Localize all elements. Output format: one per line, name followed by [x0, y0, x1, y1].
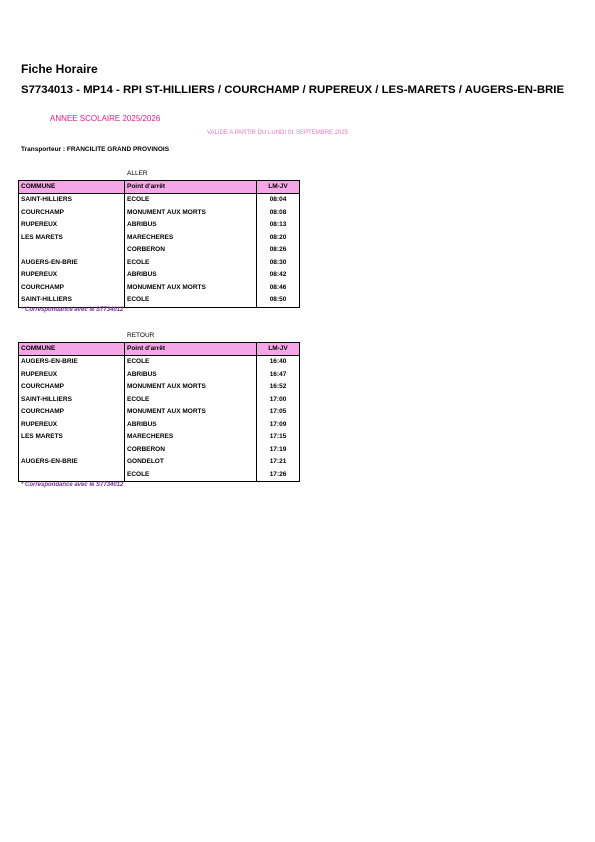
- stop-cell: ECOLE: [125, 469, 257, 482]
- time-cell: 17:26: [257, 469, 300, 482]
- retour-note: * Correspondance avec le S7734012: [21, 482, 124, 488]
- time-cell: 08:08: [257, 207, 300, 220]
- time-cell: 08:04: [257, 194, 300, 207]
- commune-cell: AUGERS-EN-BRIE: [19, 456, 125, 469]
- commune-cell: RUPEREUX: [19, 219, 125, 232]
- commune-cell: SAINT-HILLIERS: [19, 394, 125, 407]
- retour-table: [18, 342, 300, 482]
- commune-cell: RUPEREUX: [19, 369, 125, 382]
- stop-cell: ABRIBUS: [125, 419, 257, 432]
- commune-cell: [19, 469, 125, 482]
- stop-cell: CORBERON: [125, 444, 257, 457]
- stop-cell: MARECHERES: [125, 232, 257, 245]
- table-row: [19, 394, 300, 407]
- table-row: [19, 207, 300, 220]
- commune-cell: LES MARETS: [19, 431, 125, 444]
- commune-cell: AUGERS-EN-BRIE: [19, 257, 125, 270]
- stop-cell: ABRIBUS: [125, 219, 257, 232]
- commune-cell: SAINT-HILLIERS: [19, 294, 125, 307]
- stop-cell: ECOLE: [125, 194, 257, 207]
- aller-table: [18, 180, 300, 308]
- time-cell: 08:30: [257, 257, 300, 270]
- aller-note: * Correspondance avec le S7734012: [21, 307, 124, 313]
- commune-cell: AUGERS-EN-BRIE: [19, 356, 125, 369]
- time-cell: 08:26: [257, 244, 300, 257]
- stop-header: Point d'arrêt: [125, 181, 257, 194]
- commune-cell: RUPEREUX: [19, 419, 125, 432]
- line-title: S7734013 - MP14 - RPI ST-HILLIERS / COURCHAMP / RUPEREUX / LES-MARETS / AUGERS-EN-BRIE: [21, 84, 565, 96]
- table-row: [19, 257, 300, 270]
- commune-cell: LES MARETS: [19, 232, 125, 245]
- time-cell: 17:00: [257, 394, 300, 407]
- days-header: LM-JV: [257, 343, 300, 356]
- aller-label: ALLER: [127, 170, 148, 177]
- commune-cell: [19, 244, 125, 257]
- stop-cell: MONUMENT AUX MORTS: [125, 282, 257, 295]
- table-row: [19, 282, 300, 295]
- table-row: [19, 369, 300, 382]
- commune-cell: COURCHAMP: [19, 406, 125, 419]
- table-row: [19, 444, 300, 457]
- time-cell: 08:46: [257, 282, 300, 295]
- page-title: Fiche Horaire: [21, 62, 98, 76]
- commune-cell: COURCHAMP: [19, 381, 125, 394]
- commune-header: COMMUNE: [19, 343, 125, 356]
- stop-cell: ABRIBUS: [125, 369, 257, 382]
- table-row: [19, 406, 300, 419]
- school-year: ANNEE SCOLAIRE 2025/2026: [50, 114, 161, 123]
- retour-rows: [19, 356, 300, 482]
- table-row: [19, 244, 300, 257]
- stop-cell: MONUMENT AUX MORTS: [125, 207, 257, 220]
- stop-cell: ECOLE: [125, 257, 257, 270]
- time-cell: 16:40: [257, 356, 300, 369]
- days-header: LM-JV: [257, 181, 300, 194]
- time-cell: 16:52: [257, 381, 300, 394]
- time-cell: 08:20: [257, 232, 300, 245]
- table-row: [19, 431, 300, 444]
- table-row: [19, 232, 300, 245]
- table-row: [19, 356, 300, 369]
- time-cell: 08:42: [257, 269, 300, 282]
- table-row: [19, 219, 300, 232]
- stop-cell: CORBERON: [125, 244, 257, 257]
- table-row: [19, 419, 300, 432]
- time-cell: 08:50: [257, 294, 300, 307]
- time-cell: 17:21: [257, 456, 300, 469]
- stop-cell: ABRIBUS: [125, 269, 257, 282]
- stop-cell: MARECHERES: [125, 431, 257, 444]
- aller-rows: [19, 194, 300, 308]
- table-row: [19, 269, 300, 282]
- time-cell: 17:19: [257, 444, 300, 457]
- time-cell: 08:13: [257, 219, 300, 232]
- stop-cell: MONUMENT AUX MORTS: [125, 406, 257, 419]
- table-row: [19, 381, 300, 394]
- time-cell: 16:47: [257, 369, 300, 382]
- commune-cell: COURCHAMP: [19, 207, 125, 220]
- time-cell: 17:15: [257, 431, 300, 444]
- stop-cell: MONUMENT AUX MORTS: [125, 381, 257, 394]
- stop-cell: ECOLE: [125, 294, 257, 307]
- table-row: [19, 469, 300, 482]
- commune-cell: [19, 444, 125, 457]
- table-row: [19, 294, 300, 307]
- commune-cell: SAINT-HILLIERS: [19, 194, 125, 207]
- stop-cell: GONDELOT: [125, 456, 257, 469]
- table-header: [19, 343, 300, 356]
- stop-cell: ECOLE: [125, 394, 257, 407]
- commune-cell: RUPEREUX: [19, 269, 125, 282]
- stop-cell: ECOLE: [125, 356, 257, 369]
- valid-from: VALIDE A PARTIR DU LUNDI 01 SEPTEMBRE 2025: [207, 130, 349, 136]
- table-header: [19, 181, 300, 194]
- time-cell: 17:09: [257, 419, 300, 432]
- commune-cell: COURCHAMP: [19, 282, 125, 295]
- stop-header: Point d'arrêt: [125, 343, 257, 356]
- commune-header: COMMUNE: [19, 181, 125, 194]
- table-row: [19, 194, 300, 207]
- carrier: Transporteur : FRANCILITE GRAND PROVINOIS: [21, 146, 170, 153]
- time-cell: 17:05: [257, 406, 300, 419]
- table-row: [19, 456, 300, 469]
- retour-label: RETOUR: [127, 332, 155, 339]
